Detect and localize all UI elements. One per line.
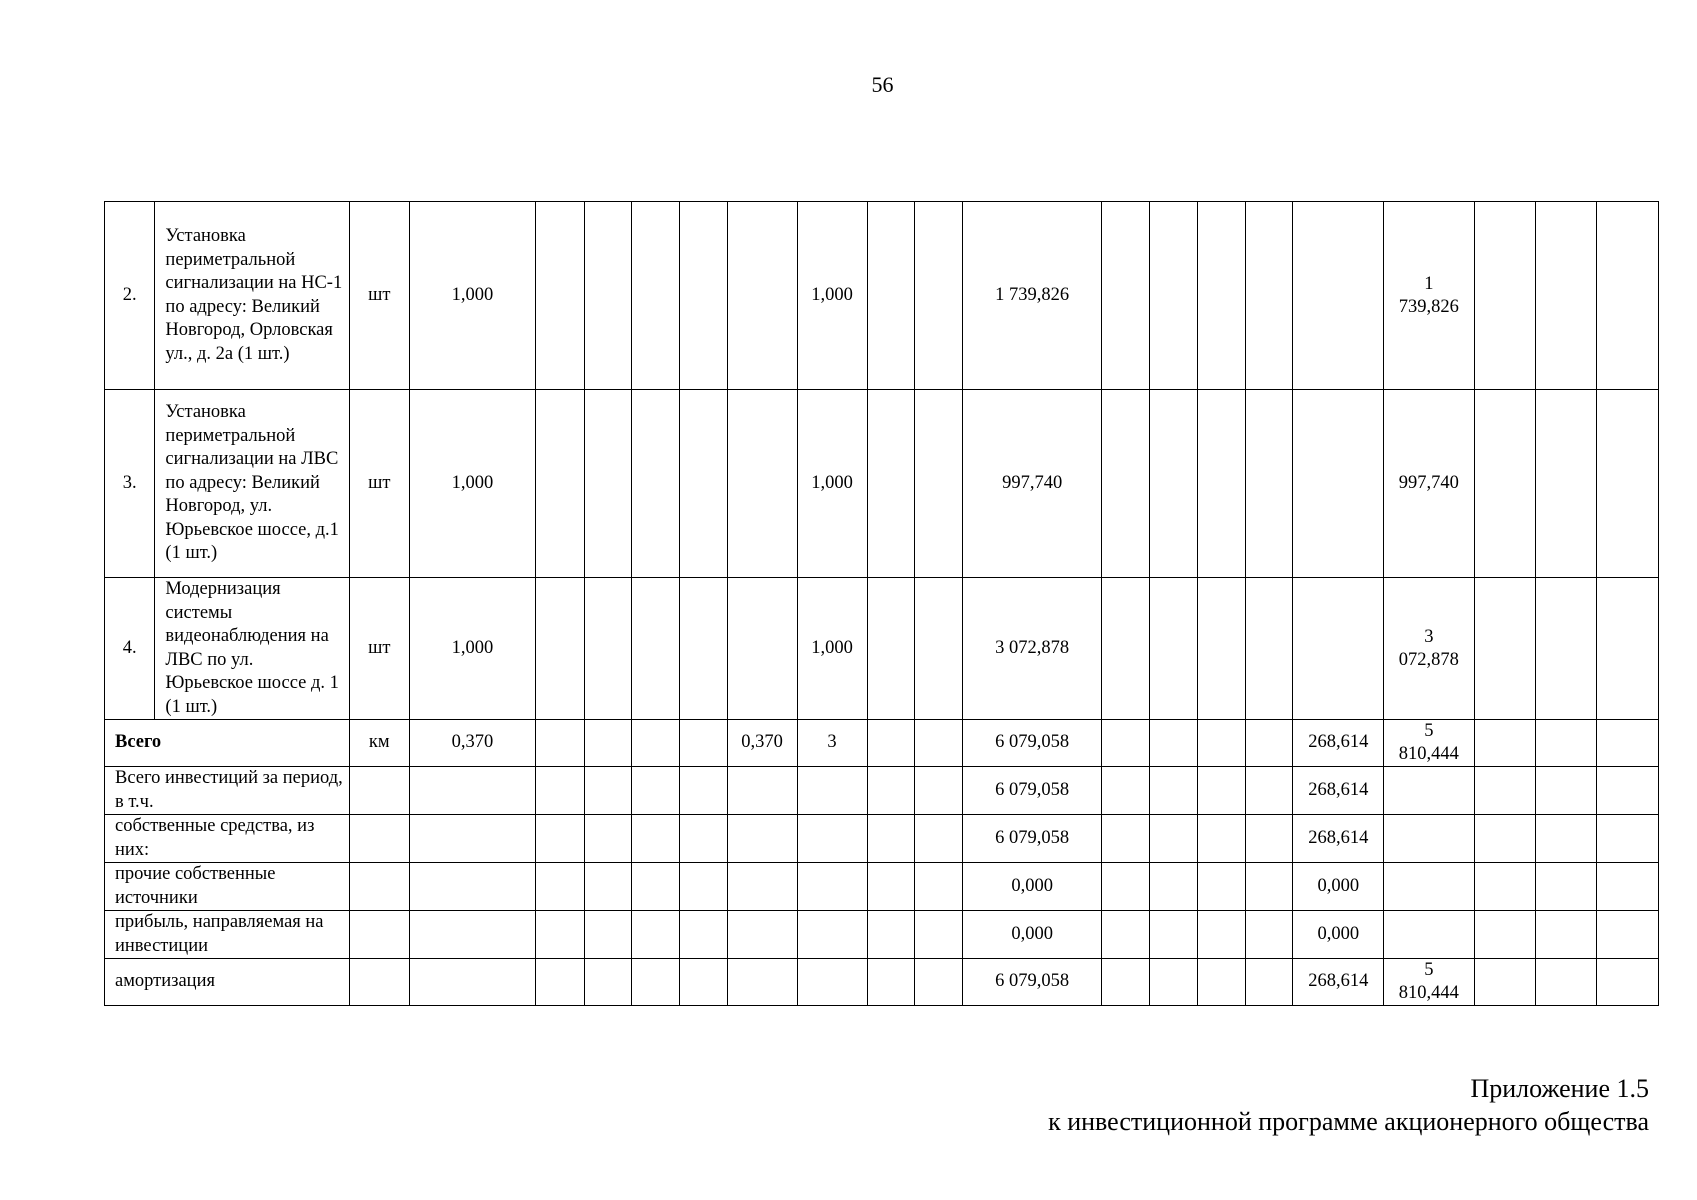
empty-cell (631, 815, 679, 863)
empty-cell (1150, 911, 1197, 959)
empty-cell (1536, 202, 1597, 390)
empty-cell (1536, 720, 1597, 767)
empty-cell (680, 720, 727, 767)
empty-cell (349, 959, 409, 1006)
empty-cell (1597, 202, 1659, 390)
empty-cell (536, 815, 584, 863)
empty-cell (1246, 863, 1293, 911)
summary-row (105, 959, 1659, 1006)
summary-cost: 0,000 (963, 863, 1102, 911)
empty-cell (1246, 959, 1293, 1006)
empty-cell (1197, 863, 1245, 911)
empty-cell (727, 959, 797, 1006)
empty-cell (867, 578, 914, 720)
summary-cost-prev: 0,000 (1293, 911, 1384, 959)
table-row (105, 202, 1659, 390)
empty-cell (409, 767, 536, 815)
empty-cell (1150, 390, 1197, 578)
empty-cell (867, 720, 914, 767)
empty-cell (1102, 815, 1150, 863)
empty-cell (1474, 911, 1536, 959)
summary-label: прочие собственные источники (105, 863, 350, 911)
empty-cell (1150, 815, 1197, 863)
empty-cell (584, 202, 631, 390)
row-quantity-2: 1,000 (797, 578, 867, 720)
empty-cell (1536, 863, 1597, 911)
empty-cell (1197, 390, 1245, 578)
empty-cell (797, 911, 867, 959)
empty-cell (536, 911, 584, 959)
empty-cell (1197, 720, 1245, 767)
summary-cost-prev: 268,614 (1293, 959, 1384, 1006)
empty-cell (584, 720, 631, 767)
empty-cell (1246, 815, 1293, 863)
empty-cell (1246, 578, 1293, 720)
empty-cell (797, 767, 867, 815)
empty-cell (680, 390, 727, 578)
empty-cell (1474, 202, 1536, 390)
empty-cell (867, 202, 914, 390)
summary-row (105, 767, 1659, 815)
empty-cell (1197, 815, 1245, 863)
empty-cell (349, 911, 409, 959)
summary-cost-prev: 268,614 (1293, 815, 1384, 863)
empty-cell (727, 815, 797, 863)
appendix-caption (1048, 1072, 1649, 1138)
empty-cell (1197, 578, 1245, 720)
empty-cell (914, 390, 962, 578)
appendix-subtitle: к инвестиционной программе акционерного общества (1048, 1107, 1649, 1136)
empty-cell (1197, 911, 1245, 959)
empty-cell (1597, 815, 1659, 863)
empty-cell (867, 390, 914, 578)
empty-cell (914, 863, 962, 911)
summary-label: собственные средства, из них: (105, 815, 350, 863)
empty-cell (584, 815, 631, 863)
empty-cell (1474, 578, 1536, 720)
total-cost: 6 079,058 (963, 720, 1102, 767)
empty-cell (1597, 390, 1659, 578)
row-name: Установка периметральной сигнализации на ЛВС по адресу: Великий Новгород, ул. Юрьевское шоссе, д.1 (1 шт.) (155, 390, 350, 578)
table-row (105, 578, 1659, 720)
empty-cell (584, 911, 631, 959)
table-row (105, 390, 1659, 578)
empty-cell (1150, 202, 1197, 390)
empty-cell (1293, 390, 1384, 578)
empty-cell (1150, 720, 1197, 767)
empty-cell (349, 863, 409, 911)
empty-cell (1102, 578, 1150, 720)
empty-cell (1597, 767, 1659, 815)
empty-cell (914, 202, 962, 390)
empty-cell (1150, 863, 1197, 911)
empty-cell (680, 815, 727, 863)
empty-cell (1597, 578, 1659, 720)
row-cost-2: 1 739,826 (1384, 202, 1475, 390)
total-cost-prev: 268,614 (1293, 720, 1384, 767)
empty-cell (914, 578, 962, 720)
empty-cell (680, 911, 727, 959)
empty-cell (727, 390, 797, 578)
row-unit: шт (349, 578, 409, 720)
row-quantity: 1,000 (409, 578, 536, 720)
empty-cell (727, 767, 797, 815)
summary-cost-prev: 268,614 (1293, 767, 1384, 815)
empty-cell (1150, 959, 1197, 1006)
summary-cost-prev: 0,000 (1293, 863, 1384, 911)
row-number: 2. (105, 202, 155, 390)
row-number: 3. (105, 390, 155, 578)
empty-cell (631, 390, 679, 578)
empty-cell (797, 815, 867, 863)
empty-cell (536, 863, 584, 911)
empty-cell (1474, 720, 1536, 767)
empty-cell (631, 863, 679, 911)
summary-cost-2: 5 810,444 (1384, 959, 1475, 1006)
empty-cell (1102, 390, 1150, 578)
empty-cell (1246, 911, 1293, 959)
empty-cell (1474, 959, 1536, 1006)
empty-cell (1474, 767, 1536, 815)
empty-cell (680, 578, 727, 720)
empty-cell (1150, 578, 1197, 720)
empty-cell (584, 390, 631, 578)
empty-cell (349, 815, 409, 863)
empty-cell (867, 911, 914, 959)
empty-cell (1384, 863, 1475, 911)
empty-cell (867, 959, 914, 1006)
empty-cell (1102, 720, 1150, 767)
row-unit: шт (349, 390, 409, 578)
empty-cell (631, 959, 679, 1006)
page-number: 56 (871, 72, 894, 97)
empty-cell (584, 767, 631, 815)
total-count: 3 (797, 720, 867, 767)
empty-cell (1102, 911, 1150, 959)
empty-cell (631, 767, 679, 815)
summary-row (105, 815, 1659, 863)
empty-cell (1536, 390, 1597, 578)
empty-cell (1597, 959, 1659, 1006)
empty-cell (1102, 202, 1150, 390)
row-cost: 3 072,878 (963, 578, 1102, 720)
empty-cell (1536, 911, 1597, 959)
empty-cell (1597, 863, 1659, 911)
empty-cell (1536, 959, 1597, 1006)
empty-cell (1246, 390, 1293, 578)
empty-cell (914, 815, 962, 863)
empty-cell (1197, 202, 1245, 390)
row-name: Модернизация системы видеонаблюдения на ЛВС по ул. Юрьевское шоссе д. 1 (1 шт.) (155, 578, 350, 720)
empty-cell (1102, 959, 1150, 1006)
empty-cell (867, 767, 914, 815)
empty-cell (1474, 863, 1536, 911)
empty-cell (349, 767, 409, 815)
empty-cell (409, 863, 536, 911)
empty-cell (631, 911, 679, 959)
row-cost-2: 3 072,878 (1384, 578, 1475, 720)
empty-cell (1536, 815, 1597, 863)
empty-cell (584, 578, 631, 720)
empty-cell (536, 720, 584, 767)
empty-cell (631, 202, 679, 390)
row-quantity-2: 1,000 (797, 390, 867, 578)
empty-cell (409, 911, 536, 959)
summary-row (105, 863, 1659, 911)
row-quantity-2: 1,000 (797, 202, 867, 390)
empty-cell (914, 959, 962, 1006)
row-cost-2: 997,740 (1384, 390, 1475, 578)
empty-cell (1246, 720, 1293, 767)
row-quantity: 1,000 (409, 202, 536, 390)
empty-cell (1197, 767, 1245, 815)
row-cost: 1 739,826 (963, 202, 1102, 390)
empty-cell (727, 202, 797, 390)
total-row (105, 720, 1659, 767)
empty-cell (680, 202, 727, 390)
empty-cell (409, 815, 536, 863)
empty-cell (1474, 815, 1536, 863)
total-label: Всего (105, 720, 350, 767)
appendix-title: Приложение 1.5 (1470, 1074, 1649, 1103)
empty-cell (680, 767, 727, 815)
total-unit: км (349, 720, 409, 767)
total-quantity: 0,370 (409, 720, 536, 767)
empty-cell (1597, 720, 1659, 767)
row-cost: 997,740 (963, 390, 1102, 578)
empty-cell (867, 815, 914, 863)
empty-cell (1197, 959, 1245, 1006)
summary-cost: 6 079,058 (963, 959, 1102, 1006)
summary-label: прибыль, направляемая на инвестиции (105, 911, 350, 959)
empty-cell (727, 911, 797, 959)
empty-cell (631, 578, 679, 720)
empty-cell (536, 767, 584, 815)
row-unit: шт (349, 202, 409, 390)
summary-cost: 6 079,058 (963, 815, 1102, 863)
empty-cell (631, 720, 679, 767)
empty-cell (1102, 767, 1150, 815)
empty-cell (1293, 202, 1384, 390)
summary-label: амортизация (105, 959, 350, 1006)
empty-cell (914, 911, 962, 959)
empty-cell (536, 959, 584, 1006)
empty-cell (727, 578, 797, 720)
empty-cell (1536, 767, 1597, 815)
empty-cell (1536, 578, 1597, 720)
empty-cell (1246, 202, 1293, 390)
empty-cell (536, 202, 584, 390)
empty-cell (409, 959, 536, 1006)
empty-cell (536, 578, 584, 720)
empty-cell (1597, 911, 1659, 959)
summary-label: Всего инвестиций за период, в т.ч. (105, 767, 350, 815)
empty-cell (536, 390, 584, 578)
empty-cell (914, 720, 962, 767)
summary-cost: 6 079,058 (963, 767, 1102, 815)
total-cost-2: 5 810,444 (1384, 720, 1475, 767)
empty-cell (797, 959, 867, 1006)
row-quantity: 1,000 (409, 390, 536, 578)
summary-row (105, 911, 1659, 959)
empty-cell (1150, 767, 1197, 815)
empty-cell (914, 767, 962, 815)
empty-cell (1384, 911, 1475, 959)
empty-cell (1293, 578, 1384, 720)
empty-cell (1474, 390, 1536, 578)
empty-cell (1384, 815, 1475, 863)
total-quantity-2: 0,370 (727, 720, 797, 767)
row-number: 4. (105, 578, 155, 720)
empty-cell (680, 863, 727, 911)
empty-cell (584, 863, 631, 911)
row-name: Установка периметральной сигнализации на НС-1 по адресу: Великий Новгород, Орловская ул., д. 2а (1 шт.) (155, 202, 350, 390)
empty-cell (1102, 863, 1150, 911)
empty-cell (797, 863, 867, 911)
empty-cell (727, 863, 797, 911)
empty-cell (1246, 767, 1293, 815)
investment-table (104, 201, 1659, 1006)
empty-cell (680, 959, 727, 1006)
empty-cell (867, 863, 914, 911)
empty-cell (1384, 767, 1475, 815)
empty-cell (584, 959, 631, 1006)
summary-cost: 0,000 (963, 911, 1102, 959)
